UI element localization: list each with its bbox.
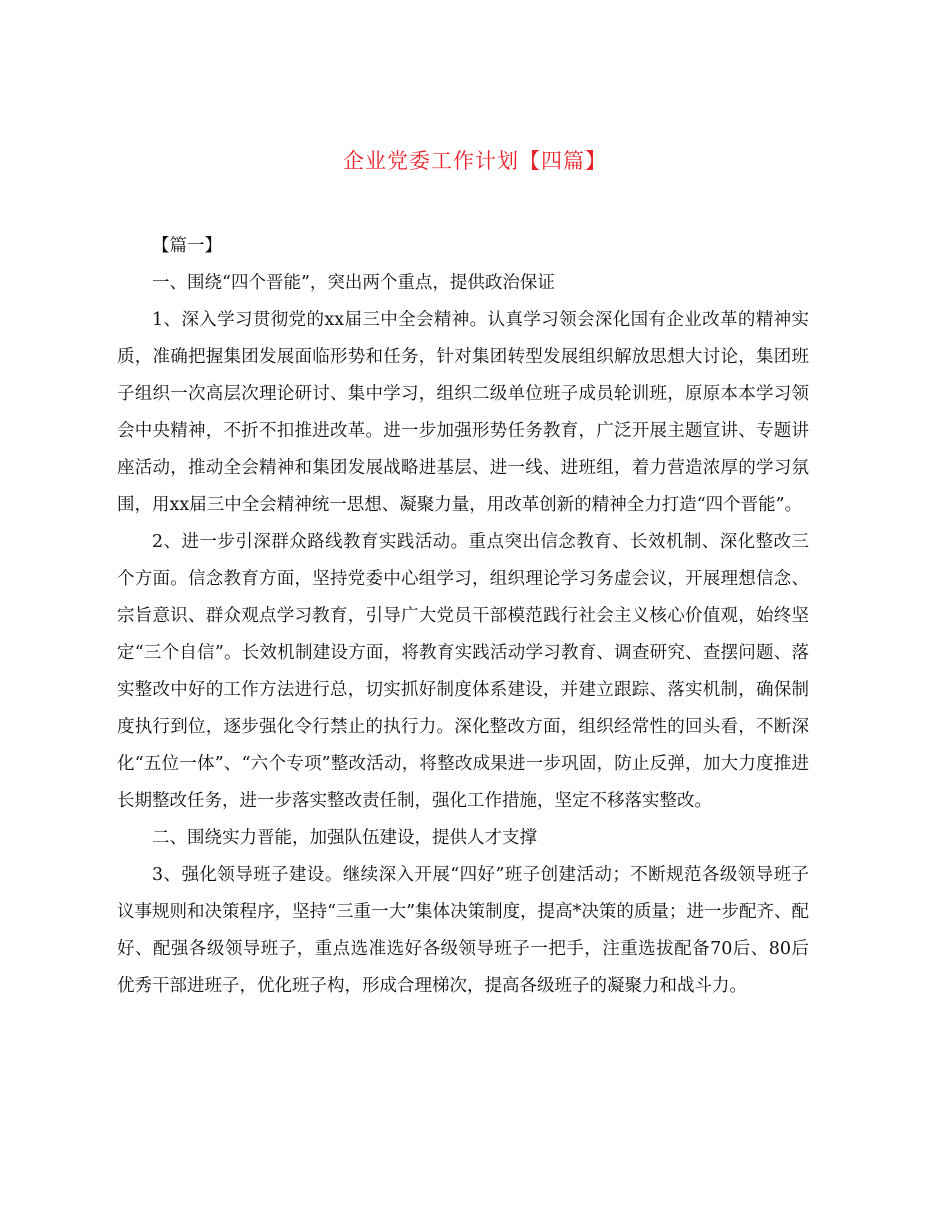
- document-title: 企业党委工作计划【四篇】: [343, 149, 607, 173]
- paragraph-1: 1、深入学习贯彻党的xx届三中全会精神。认真学习领会深化国有企业改革的精神实质，准确把握集团发展面临形势和任务，针对集团转型发展组织解放思想大讨论，集团班子组织一次高层次理论研讨、集中学习，组织二级单位班子成员轮训班，原原本本学习领会中央精神，不折不扣推进改革。进一步加强形势任务教育，广泛开展主题宣讲、专题讲座活动，推动全会精神和集团发展战略进基层、进一线、进班组，着力营造浓厚的学习氛围，用xx届三中全会精神统一思想、凝聚力量，用改革创新的精神全力打造“四个晋能”。: [117, 310, 809, 515]
- document-body: [117, 228, 809, 1005]
- paragraph-3: 3、强化领导班子建设。继续深入开展“四好”班子创建活动；不断规范各级领导班子议事规则和决策程序，坚持“三重一大”集体决策制度，提高*决策的质量；进一步配齐、配好、配强各级领导班子，重点选准选好各级领导班子一把手，注重选拔配备70后、80后优秀干部进班子，优化班子构，形成合理梯次，提高各级班子的凝聚力和战斗力。: [117, 865, 809, 996]
- paragraph-2: 2、进一步引深群众路线教育实践活动。重点突出信念教育、长效机制、深化整改三个方面。信念教育方面，坚持党委中心组学习，组织理论学习务虚会议，开展理想信念、宗旨意识、群众观点学习教育，引导广大党员干部模范践行社会主义核心价值观，始终坚定“三个自信”。长效机制建设方面，将教育实践活动学习教育、调查研究、查摆问题、落实整改中好的工作方法进行总，切实抓好制度体系建设，并建立跟踪、落实机制，确保制度执行到位，逐步强化令行禁止的执行力。深化整改方面，组织经常性的回头看，不断深化“五位一体”、“六个专项”整改活动，将整改成果进一步巩固，防止反弹，加大力度推进长期整改任务，进一步落实整改责任制，强化工作措施，坚定不移落实整改。: [117, 532, 809, 811]
- section-heading-2: 二、围绕实力晋能，加强队伍建设，提供人才支撑: [152, 828, 537, 848]
- section-heading-1: 一、围绕“四个晋能”，突出两个重点，提供政治保证: [152, 273, 555, 293]
- section-label: 【篇一】: [152, 236, 222, 256]
